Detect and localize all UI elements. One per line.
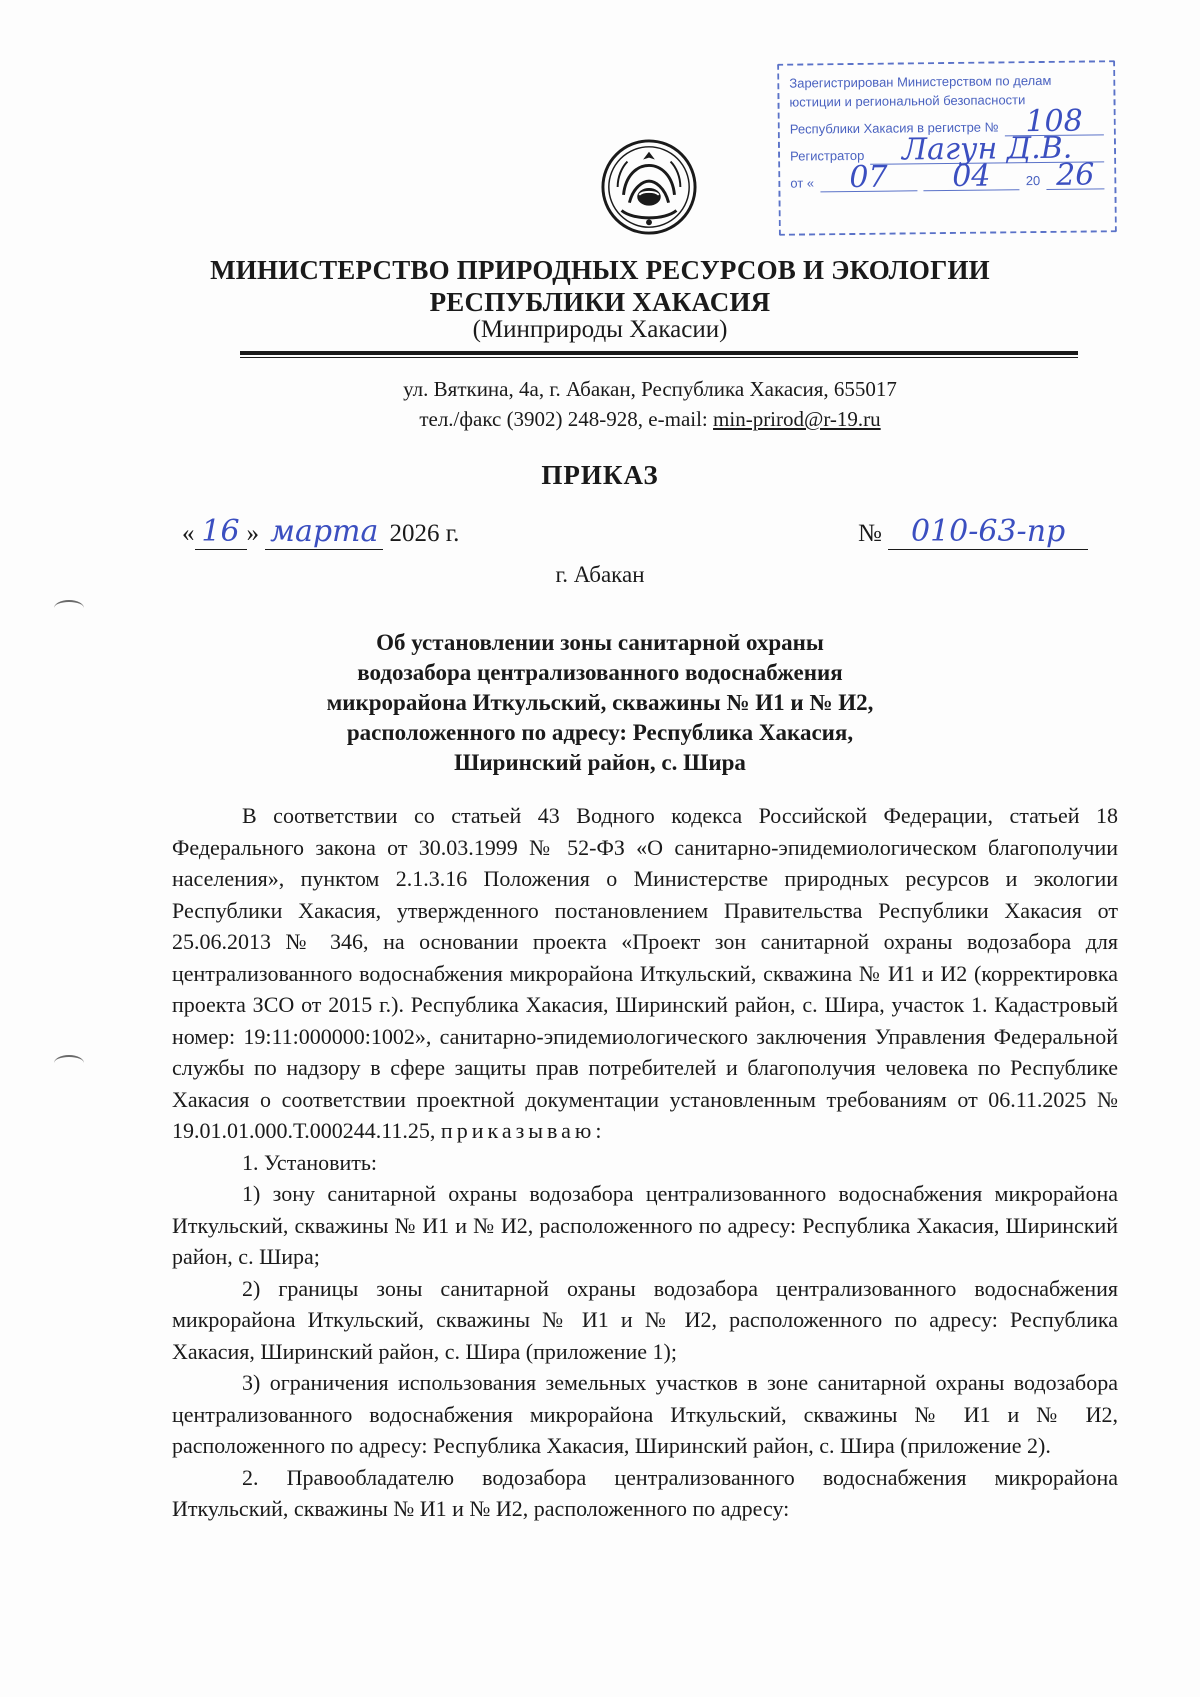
document-title: ПРИКАЗ <box>541 460 659 490</box>
subject-line-4: расположенного по адресу: Республика Хакасия, <box>346 720 854 745</box>
preamble-text: В соответствии со статьей 43 Водного кодекса Российской Федерации, статьей 18 Федерального закона от 30.03.1999 № 52-ФЗ «О санитарно-эпидемиологическом благополучии населения», пунктом 2.1.3.16 Положения о Министерстве природных ресурсов и экологии Республики Хакасия, утвержденного постановлением Правительства Республики Хакасия от 25.06.2013 № 346, на основании проекта «Проект зон санитарной охраны водозабора для централизованного водоснабжения микрорайона Иткульский, скважина № И1 и И2 (корректировка проекта ЗСО от 2015 г.). Республика Хакасия, Ширинский район, с. Шира, участок 1. Кадастровый номер: 19:11:000000:1002», санитарно-эпидемиологического заключения Управления Федеральной службы по надзору в сфере защиты прав потребителей и благополучия человека по Республике Хакасия о соответствии проектной документации установленным требованиям от 06.11.2025 № 19.01.01.000.Т.000244.11.25, <box>172 803 1118 1143</box>
header-divider-thin <box>240 357 1078 358</box>
ministry-name-line-2: РЕСПУБЛИКИ ХАКАСИЯ <box>429 287 771 317</box>
order-date <box>182 514 459 550</box>
body-item-1-1: 1) зону санитарной охраны водозабора централизованного водоснабжения микрорайона Иткульский, скважины № И1 и № И2, расположенного по адресу: Республика Хакасия, Ширинский район, с. Шира; <box>172 1181 1118 1269</box>
punch-hole-mark <box>54 1055 84 1071</box>
body-item-2: 2. Правообладателю водозабора централизованного водоснабжения микрорайона Иткульский, скважины № И1 и № И2, расположенного по адресу: <box>172 1464 1118 1521</box>
body-item-1-2: 2) границы зоны санитарной охраны водозабора централизованного водоснабжения микрорайона Иткульский, скважины № И1 и № И2, расположенного по адресу: Республика Хакасия, Ширинский район, с. Шира (приложение 1); <box>172 1275 1118 1364</box>
stamp-date-prefix: от « <box>790 175 815 191</box>
subject-line-2: водозабора централизованного водоснабжения <box>357 660 843 685</box>
ministry-phone: тел./факс (3902) 248-928, e-mail: <box>419 407 714 431</box>
body-item-1-3: 3) ограничения использования земельных участков в зоне санитарной охраны водозабора централизованного водоснабжения микрорайона Иткульский, скважины № И1 и № И2, расположенного по адресу: Республика Хакасия, Ширинский район, с. Шира (приложение 2). <box>172 1370 1118 1458</box>
stamp-date-row <box>790 157 1104 196</box>
ministry-short-name: (Минприроды Хакасии) <box>472 316 728 343</box>
order-date-open-quote: « <box>182 520 195 547</box>
order-date-month: марта <box>265 514 383 550</box>
subject-line-3: микрорайона Иткульский, скважины № И1 и № И2, <box>326 690 874 715</box>
order-date-close-quote: » <box>246 520 259 547</box>
ministry-name <box>0 254 1200 318</box>
subject-line-5: Ширинский район, с. Шира <box>454 750 746 775</box>
order-city: г. Абакан <box>555 562 645 587</box>
stamp-date-month: 04 <box>923 163 1020 191</box>
stamp-line-1: Зарегистрирован Министерством по делам <box>789 72 1052 91</box>
ministry-email-link[interactable]: min-prirod@r-19.ru <box>713 407 881 431</box>
registration-stamp <box>777 60 1117 236</box>
stamp-date-year-prefix: 20 <box>1025 173 1041 189</box>
order-number-label: № <box>858 520 882 547</box>
stamp-registrar-label: Регистратор <box>789 147 865 164</box>
order-date-day: 16 <box>195 514 247 550</box>
subject-line-1: Об установлении зоны санитарной охраны <box>376 630 824 655</box>
order-body <box>172 800 1118 1525</box>
coat-of-arms-emblem <box>600 138 698 236</box>
stamp-register-label: Республики Хакасия в регистре № <box>789 119 999 137</box>
order-subject <box>0 628 1200 778</box>
order-number <box>858 514 1088 550</box>
body-item-1: 1. Установить: <box>242 1149 378 1175</box>
punch-hole-mark <box>54 600 84 616</box>
order-date-year: 2026 г. <box>389 520 460 547</box>
order-keyword: приказываю: <box>440 1118 606 1143</box>
body-preamble <box>172 800 1118 1147</box>
stamp-register-number: 108 <box>1004 108 1104 136</box>
ministry-name-line-1: МИНИСТЕРСТВО ПРИРОДНЫХ РЕСУРСОВ И ЭКОЛОГИИ <box>210 255 990 285</box>
header-divider-thick <box>240 351 1078 355</box>
stamp-registrar-signature: Лагун Д.В. <box>870 135 1104 164</box>
ministry-contacts <box>360 404 940 434</box>
ministry-address-block <box>360 374 940 434</box>
stamp-date-day: 07 <box>820 164 917 192</box>
stamp-date-year: 26 <box>1046 162 1104 190</box>
stamp-line-2: юстиции и региональной безопасности <box>789 92 1026 110</box>
ministry-address: ул. Вяткина, 4а, г. Абакан, Республика Хакасия, 655017 <box>403 377 897 401</box>
order-number-value: 010-63-пр <box>888 514 1088 550</box>
